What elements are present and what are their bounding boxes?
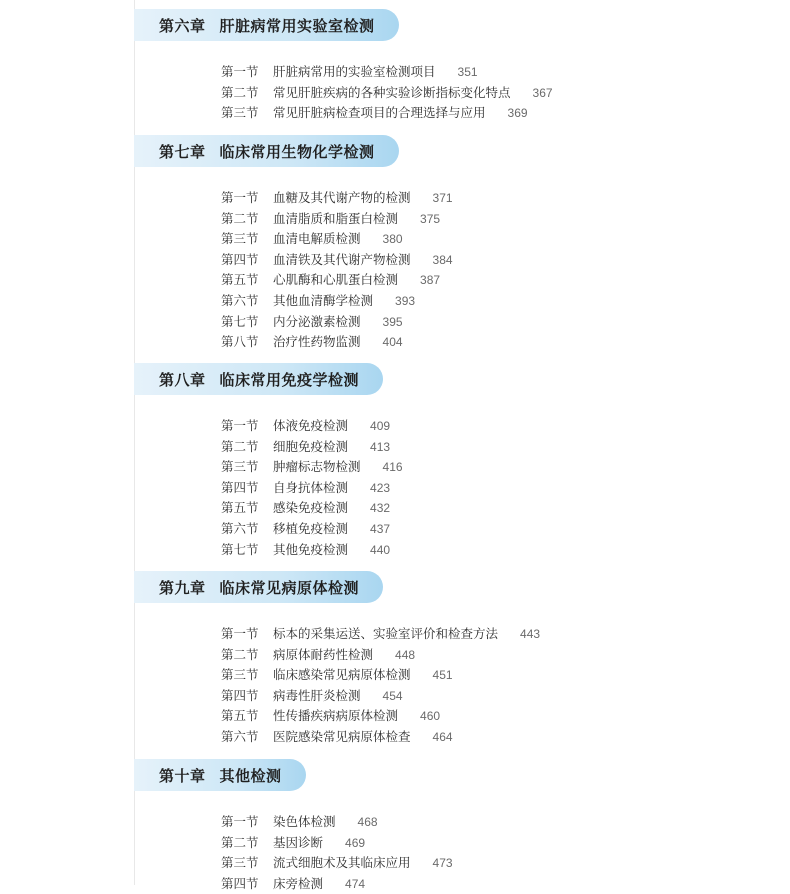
section-number: 第八节 <box>221 334 259 350</box>
section-title: 其他免疫检测 <box>273 541 349 557</box>
chapter-6 <box>134 9 790 124</box>
page-number: 437 <box>370 521 391 536</box>
chapter-title: 肝脏病常用实验室检测 <box>219 16 375 35</box>
chapter-8 <box>134 363 790 560</box>
page-number: 448 <box>395 647 416 662</box>
toc-entry[interactable] <box>221 498 790 519</box>
section-list <box>221 624 790 748</box>
toc-entry[interactable] <box>221 833 790 854</box>
toc-entry[interactable] <box>221 416 790 437</box>
page-number: 409 <box>370 419 391 433</box>
page-number: 451 <box>432 668 453 683</box>
chapter-title: 临床常用免疫学检测 <box>219 370 360 389</box>
chapter-title: 临床常见病原体检测 <box>219 578 360 597</box>
section-number: 第一节 <box>221 64 259 79</box>
page-number: 464 <box>432 729 453 744</box>
section-title: 染色体检测 <box>273 814 336 829</box>
toc-entry[interactable] <box>221 188 790 209</box>
section-title: 病毒性肝炎检测 <box>273 687 361 703</box>
chapter-10 <box>134 759 790 894</box>
section-number: 第二节 <box>221 646 259 662</box>
page-number: 440 <box>370 542 391 557</box>
section-title: 临床感染常见病原体检测 <box>273 667 411 683</box>
chapter-heading[interactable] <box>134 135 399 167</box>
chapter-title: 临床常用生物化学检测 <box>219 142 375 161</box>
section-title: 其他血清酶学检测 <box>273 292 374 308</box>
section-number: 第三节 <box>221 855 259 871</box>
section-title: 医院感染常见病原体检查 <box>273 728 411 744</box>
section-number: 第二节 <box>221 834 259 850</box>
toc-entry[interactable] <box>221 874 790 894</box>
toc-entry[interactable] <box>221 291 790 312</box>
section-number: 第五节 <box>221 708 259 724</box>
toc-entry[interactable] <box>221 83 790 104</box>
toc-entry[interactable] <box>221 540 790 561</box>
page-number: 443 <box>520 627 541 641</box>
section-number: 第六节 <box>221 292 259 308</box>
section-number: 第六节 <box>221 520 259 536</box>
section-number: 第四节 <box>221 479 259 495</box>
toc-entry[interactable] <box>221 853 790 874</box>
section-number: 第三节 <box>221 459 259 475</box>
page-number: 469 <box>345 835 366 850</box>
section-title: 血糖及其代谢产物的检测 <box>273 190 411 205</box>
toc-entry[interactable] <box>221 519 790 540</box>
section-number: 第三节 <box>221 105 259 121</box>
section-title: 细胞免疫检测 <box>273 438 349 454</box>
toc-entry[interactable] <box>221 437 790 458</box>
chapter-number: 第十章 <box>159 766 206 785</box>
page-number: 351 <box>457 65 478 79</box>
toc-entry[interactable] <box>221 812 790 833</box>
section-number: 第一节 <box>221 814 259 829</box>
section-number: 第四节 <box>221 875 259 891</box>
section-title: 血清脂质和脂蛋白检测 <box>273 210 399 226</box>
toc-entry[interactable] <box>221 312 790 333</box>
section-title: 自身抗体检测 <box>273 479 349 495</box>
page-number: 468 <box>357 815 378 829</box>
page-number: 432 <box>370 501 391 516</box>
section-title: 体液免疫检测 <box>273 418 349 433</box>
section-title: 流式细胞术及其临床应用 <box>273 855 411 871</box>
chapter-number: 第九章 <box>159 578 206 597</box>
page-number: 473 <box>432 856 453 871</box>
section-title: 肝脏病常用的实验室检测项目 <box>273 64 436 79</box>
page-number: 393 <box>395 293 416 308</box>
toc-entry[interactable] <box>221 624 790 645</box>
section-number: 第七节 <box>221 313 259 329</box>
section-list <box>221 188 790 353</box>
toc-entry[interactable] <box>221 103 790 124</box>
toc-entry[interactable] <box>221 250 790 271</box>
chapter-title: 其他检测 <box>219 766 282 785</box>
chapter-number: 第八章 <box>159 370 206 389</box>
section-title: 血清铁及其代谢产物检测 <box>273 251 411 267</box>
page-number: 387 <box>420 273 441 288</box>
page-number: 384 <box>432 252 453 267</box>
page-number: 413 <box>370 439 391 454</box>
chapter-7 <box>134 135 790 353</box>
section-number: 第三节 <box>221 667 259 683</box>
section-number: 第二节 <box>221 210 259 226</box>
toc-entry[interactable] <box>221 457 790 478</box>
section-title: 治疗性药物监测 <box>273 334 361 350</box>
chapter-9 <box>134 571 790 748</box>
section-title: 移植免疫检测 <box>273 520 349 536</box>
toc-entry[interactable] <box>221 229 790 250</box>
chapter-heading[interactable] <box>134 363 383 395</box>
section-number: 第一节 <box>221 626 259 641</box>
toc-entry[interactable] <box>221 686 790 707</box>
section-list <box>221 416 790 560</box>
section-number: 第四节 <box>221 251 259 267</box>
section-number: 第五节 <box>221 500 259 516</box>
chapter-number: 第七章 <box>159 142 206 161</box>
page-number: 375 <box>420 211 441 226</box>
section-number: 第四节 <box>221 687 259 703</box>
toc-entry[interactable] <box>221 665 790 686</box>
toc-entry[interactable] <box>221 706 790 727</box>
page-number: 454 <box>382 688 403 703</box>
page-number: 460 <box>420 709 441 724</box>
section-number: 第五节 <box>221 272 259 288</box>
section-number: 第六节 <box>221 728 259 744</box>
page-number: 380 <box>382 232 403 247</box>
section-number: 第一节 <box>221 190 259 205</box>
section-title: 常见肝脏病检查项目的合理选择与应用 <box>273 105 486 121</box>
section-list <box>221 812 790 894</box>
chapter-heading[interactable] <box>134 571 383 603</box>
chapter-number: 第六章 <box>159 16 206 35</box>
toc-entry[interactable] <box>221 209 790 230</box>
toc-entry[interactable] <box>221 332 790 353</box>
chapter-heading[interactable] <box>134 759 306 791</box>
chapter-heading[interactable] <box>134 9 399 41</box>
section-title: 常见肝脏疾病的各种实验诊断指标变化特点 <box>273 84 511 100</box>
page-number: 404 <box>382 335 403 350</box>
toc-entry[interactable] <box>221 478 790 499</box>
section-title: 内分泌激素检测 <box>273 313 361 329</box>
section-number: 第二节 <box>221 438 259 454</box>
page-number: 416 <box>382 460 403 475</box>
page-number: 367 <box>532 85 553 100</box>
section-title: 感染免疫检测 <box>273 500 349 516</box>
section-list <box>221 62 790 124</box>
toc-entry[interactable] <box>221 62 790 83</box>
section-number: 第三节 <box>221 231 259 247</box>
section-title: 病原体耐药性检测 <box>273 646 374 662</box>
toc-entry[interactable] <box>221 727 790 748</box>
page-number: 371 <box>432 191 453 205</box>
section-title: 基因诊断 <box>273 834 324 850</box>
section-title: 血清电解质检测 <box>273 231 361 247</box>
toc-entry[interactable] <box>221 645 790 666</box>
section-number: 第一节 <box>221 418 259 433</box>
section-number: 第七节 <box>221 541 259 557</box>
section-title: 标本的采集运送、实验室评价和检查方法 <box>273 626 499 641</box>
section-number: 第二节 <box>221 84 259 100</box>
page-number: 369 <box>507 106 528 121</box>
page-number: 474 <box>345 876 366 891</box>
page-number: 395 <box>382 314 403 329</box>
section-title: 肿瘤标志物检测 <box>273 459 361 475</box>
section-title: 心肌酶和心肌蛋白检测 <box>273 272 399 288</box>
toc-entry[interactable] <box>221 270 790 291</box>
section-title: 性传播疾病病原体检测 <box>273 708 399 724</box>
section-title: 床旁检测 <box>273 875 324 891</box>
page-number: 423 <box>370 480 391 495</box>
